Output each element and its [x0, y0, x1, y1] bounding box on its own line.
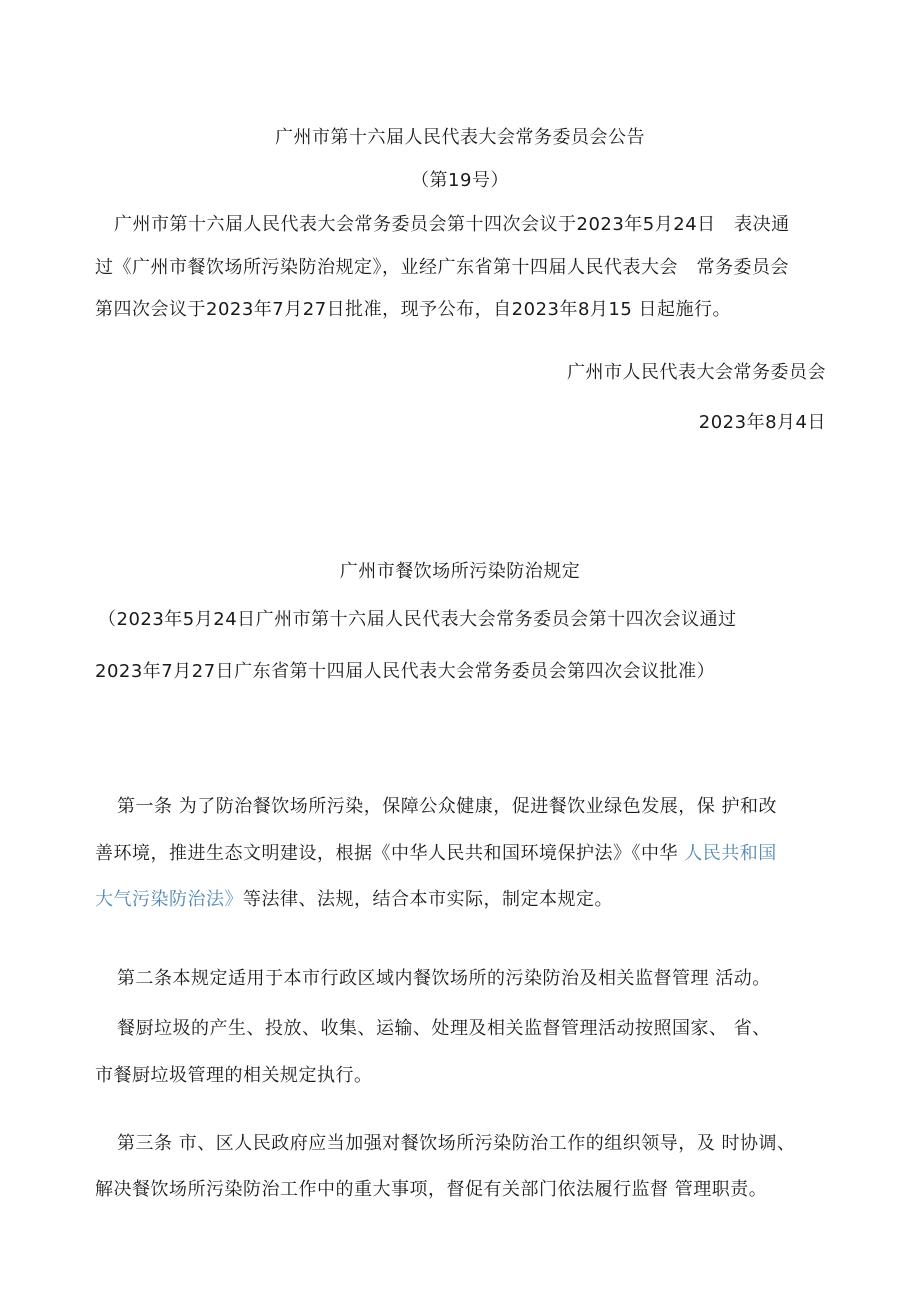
regulation-title: 广州市餐饮场所污染防治规定	[339, 561, 581, 582]
notice-title: 广州市第十六届人民代表大会常务委员会公告	[275, 127, 645, 148]
article1-line	[95, 842, 777, 866]
notice-body-line: 广州市第十六届人民代表大会常务委员会第十四次会议于2023年5月24日 表决通	[114, 214, 790, 235]
notice-date: 2023年8月4日	[698, 412, 826, 433]
notice-body-line: 过《广州市餐饮场所污染防治规定》，业经广东省第十四届人民代表大会 常务委员会	[95, 257, 789, 278]
article2-line: 市餐厨垃圾管理的相关规定执行。	[95, 1065, 373, 1086]
article2-line: 第二条本规定适用于本市行政区域内餐饮场所的污染防治及相关监督管理 活动。	[117, 968, 771, 989]
adoption-note-line: 2023年7月27日广东省第十四届人民代表大会常务委员会第四次会议批准）	[95, 661, 716, 682]
notice-number: （第19号）	[411, 170, 509, 191]
article2-line: 餐厨垃圾的产生、投放、收集、运输、处理及相关监督管理活动按照国家、 省、	[117, 1018, 771, 1039]
article1-text: 等法律、法规，结合本市实际，制定本规定。	[243, 889, 613, 910]
law-reference-link[interactable]: 大气污染防治法》	[95, 889, 243, 910]
article3-line: 第三条 市、区人民政府应当加强对餐饮场所污染防治工作的组织领导，及 时协调、	[117, 1133, 796, 1154]
law-reference-link[interactable]: 人民共和国	[684, 843, 777, 864]
article1-line	[95, 888, 613, 912]
adoption-note-line: （2023年5月24日广州市第十六届人民代表大会常务委员会第十四次会议通过	[98, 609, 737, 630]
notice-issuer: 广州市人民代表大会常务委员会	[567, 362, 826, 383]
article1-text: 善环境，推进生态文明建设，根据《中华人民共和国环境保护法》《中华	[95, 843, 685, 864]
article1-line: 第一条 为了防治餐饮场所污染，保障公众健康，促进餐饮业绿色发展，保 护和改	[117, 796, 777, 817]
notice-body-line: 第四次会议于2023年7月27日批准，现予公布，自2023年8月15 日起施行。	[95, 299, 732, 320]
article3-line: 解决餐饮场所污染防治工作中的重大事项，督促有关部门依法履行监督 管理职责。	[95, 1179, 768, 1200]
